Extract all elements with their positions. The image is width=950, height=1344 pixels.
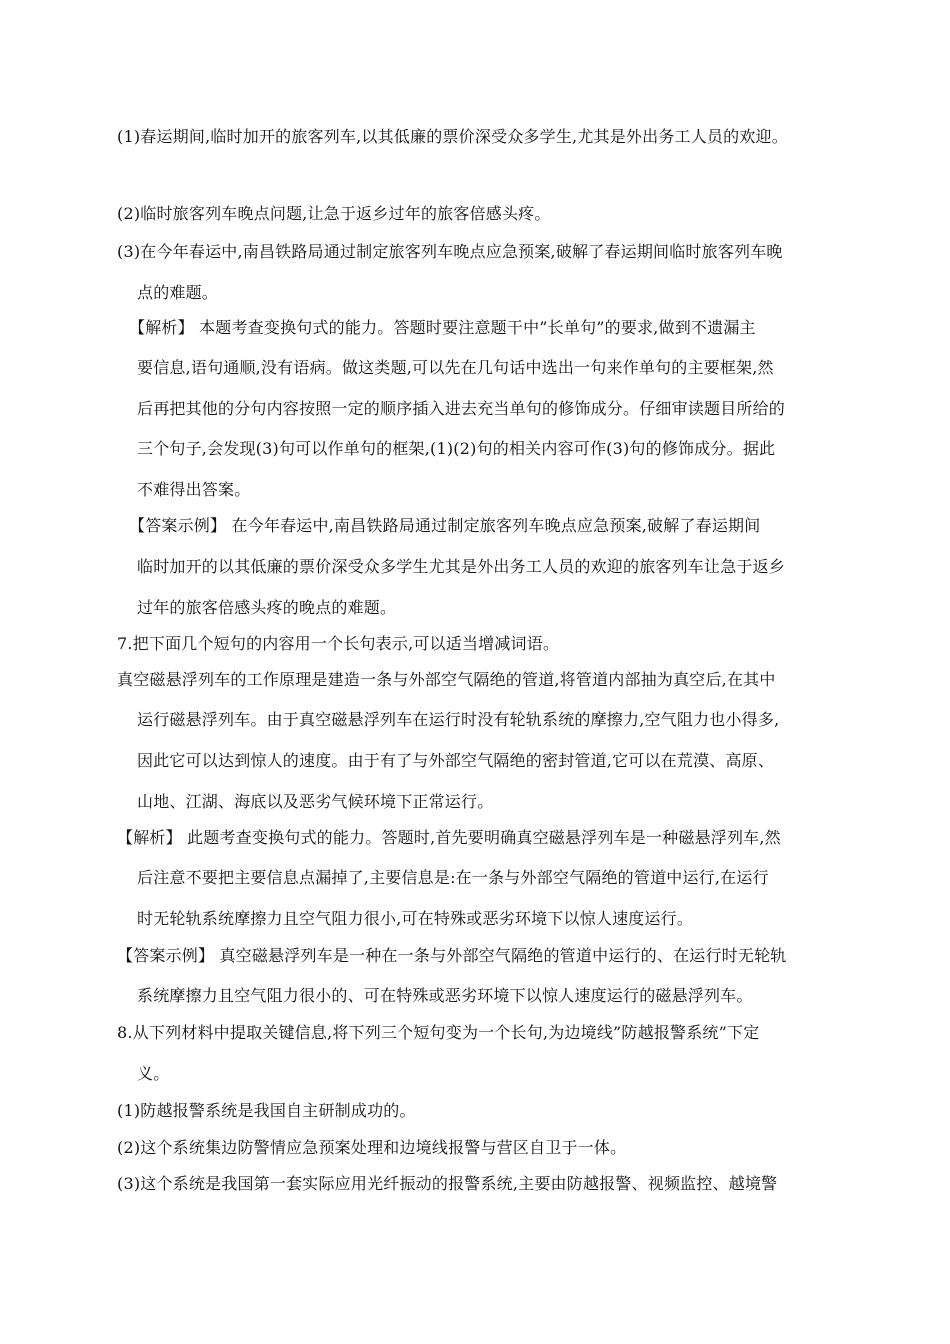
text-line: 系统摩擦力且空气阻力很小的、可在特殊或恶劣环境下以惊人速度运行的磁悬浮列车。 xyxy=(137,986,753,1005)
text-line: 真空磁悬浮列车的工作原理是建造一条与外部空气隔绝的管道,将管道内部抽为真空后,在其中 xyxy=(117,670,776,689)
text-line: (2)这个系统集边防警情应急预案处理和边境线报警与营区自卫于一体。 xyxy=(117,1138,627,1157)
analysis-line: 【解析】 此题考查变换句式的能力。答题时,首先要明确真空磁悬浮列车是一种磁悬浮列车,然 xyxy=(117,828,781,847)
text-line: 义。 xyxy=(137,1064,170,1083)
text-line: (2)临时旅客列车晚点问题,让急于返乡过年的旅客倍感头疼。 xyxy=(117,204,551,223)
question-line: 8.从下列材料中提取关键信息,将下列三个短句变为一个长句,为边境线”防越报警系统”下定 xyxy=(117,1023,760,1042)
text-line: (1)防越报警系统是我国自主研制成功的。 xyxy=(117,1101,416,1120)
text-line: (3)这个系统是我国第一套实际应用光纤振动的报警系统,主要由防越报警、视频监控、越境警 xyxy=(117,1174,778,1193)
text-line: (1)春运期间,临时加开的旅客列车,以其低廉的票价深受众多学生,尤其是外出务工人员的欢迎。 xyxy=(117,127,788,146)
question-line: 7.把下面几个短句的内容用一个长句表示,可以适当增减词语。 xyxy=(117,634,560,653)
text-line: 时无轮轨系统摩擦力且空气阻力很小,可在特殊或恶劣环境下以惊人速度运行。 xyxy=(137,909,694,928)
answer-line: 【答案示例】 真空磁悬浮列车是一种在一条与外部空气隔绝的管道中运行的、在运行时无轮轨 xyxy=(117,946,787,965)
text-line: 要信息,语句通顺,没有语病。做这类题,可以先在几句话中选出一句来作单句的主要框架,然 xyxy=(137,358,774,377)
text-line: 三个句子,会发现(3)句可以作单句的框架,(1)(2)句的相关内容可作(3)句的修饰成分。据此 xyxy=(137,439,776,458)
text-line: 不难得出答案。 xyxy=(137,480,251,499)
text-line: (3)在今年春运中,南昌铁路局通过制定旅客列车晚点应急预案,破解了春运期间临时旅客列车晚 xyxy=(117,242,783,261)
text-line: 临时加开的以其低廉的票价深受众多学生尤其是外出务工人员的欢迎的旅客列车让急于返乡 xyxy=(137,557,786,576)
text-line: 点的难题。 xyxy=(137,283,219,302)
text-line: 运行磁悬浮列车。由于真空磁悬浮列车在运行时没有轮轨系统的摩擦力,空气阻力也小得多, xyxy=(137,710,780,729)
text-line: 因此它可以达到惊人的速度。由于有了与外部空气隔绝的密封管道,它可以在荒漠、高原、 xyxy=(137,751,775,770)
text-line: 过年的旅客倍感头疼的晚点的难题。 xyxy=(137,598,397,617)
analysis-line: 【解析】 本题考查变换句式的能力。答题时要注意题干中”长单句”的要求,做到不遗漏主 xyxy=(129,318,756,337)
text-line: 后注意不要把主要信息点漏掉了,主要信息是:在一条与外部空气隔绝的管道中运行,在运行 xyxy=(137,868,769,887)
text-line: 山地、江湖、海底以及恶劣气候环境下正常运行。 xyxy=(137,792,494,811)
text-line: 后再把其他的分句内容按照一定的顺序插入进去充当单句的修饰成分。仔细审读题目所给的 xyxy=(137,399,786,418)
answer-line: 【答案示例】 在今年春运中,南昌铁路局通过制定旅客列车晚点应急预案,破解了春运期间 xyxy=(129,516,761,535)
